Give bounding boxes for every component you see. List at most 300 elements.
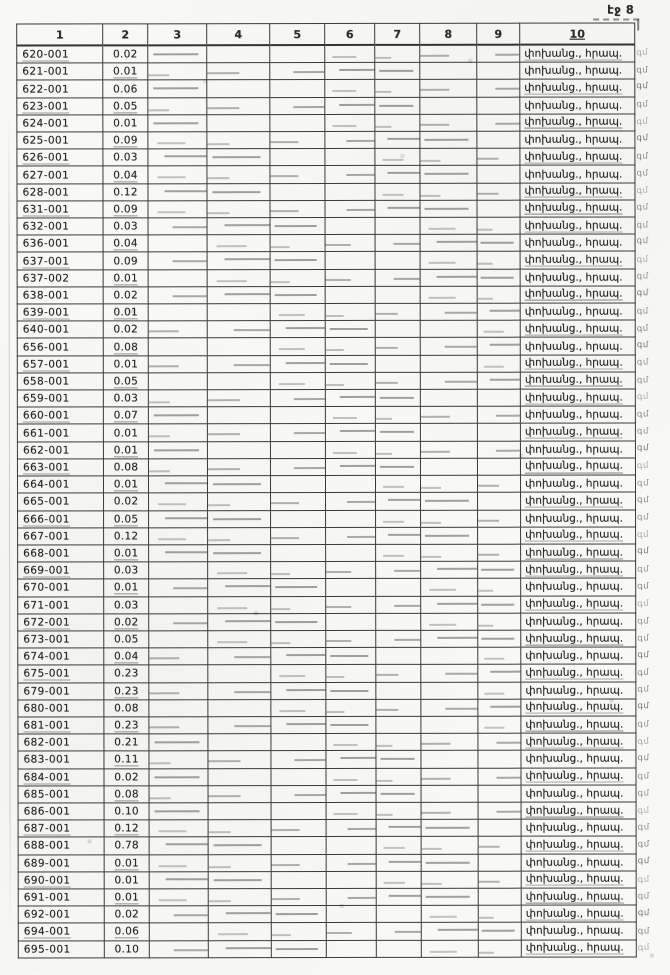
value-cell-text: 0.11 bbox=[114, 753, 139, 766]
code-cell bbox=[17, 201, 103, 218]
value-cell bbox=[103, 407, 148, 424]
empty-cell bbox=[477, 320, 520, 337]
empty-cell bbox=[420, 407, 477, 424]
code-cell-text: 622-001 bbox=[22, 82, 69, 96]
empty-cell bbox=[208, 785, 271, 802]
margin-mark: գմ bbox=[636, 392, 650, 403]
margin-mark: գմ bbox=[637, 908, 650, 919]
table-row bbox=[17, 200, 635, 218]
empty-cell bbox=[149, 889, 208, 906]
transfer-cell-text: փոխանց., հրապ. bbox=[525, 580, 624, 594]
empty-cell bbox=[149, 717, 208, 734]
empty-cell bbox=[477, 114, 520, 131]
empty-cell bbox=[270, 304, 325, 321]
empty-cell bbox=[420, 252, 477, 269]
value-cell bbox=[104, 786, 149, 803]
empty-cell bbox=[477, 131, 520, 148]
code-cell bbox=[18, 923, 104, 940]
code-cell-text: 632-001 bbox=[22, 220, 70, 233]
transfer-cell bbox=[521, 905, 636, 922]
value-cell-text: 0.01 bbox=[113, 117, 138, 130]
value-cell-text: 0.01 bbox=[114, 856, 139, 870]
value-cell bbox=[103, 97, 148, 114]
empty-cell bbox=[148, 149, 207, 166]
code-cell bbox=[18, 596, 104, 613]
margin-mark: գմ bbox=[637, 770, 650, 782]
code-cell-text: 667-001 bbox=[23, 530, 70, 543]
data-table bbox=[16, 22, 637, 958]
value-cell bbox=[103, 390, 148, 407]
empty-cell bbox=[271, 665, 326, 682]
code-cell bbox=[17, 115, 103, 132]
empty-cell bbox=[421, 510, 478, 527]
empty-cell bbox=[149, 682, 208, 699]
empty-cell bbox=[477, 269, 520, 286]
transfer-cell bbox=[521, 527, 636, 544]
code-cell-text: 687-001 bbox=[23, 822, 71, 835]
transfer-cell-text: փոխանց., հրապ. bbox=[525, 494, 623, 507]
empty-cell bbox=[376, 647, 421, 664]
transfer-cell bbox=[520, 320, 635, 337]
code-cell bbox=[18, 940, 104, 958]
transfer-cell-text: փոխանց., հրապ. bbox=[525, 632, 624, 645]
code-cell bbox=[17, 149, 103, 166]
code-cell bbox=[17, 338, 103, 355]
code-cell-text: 664-001 bbox=[22, 478, 70, 491]
empty-cell bbox=[478, 544, 521, 561]
empty-cell bbox=[375, 252, 420, 269]
transfer-cell bbox=[520, 183, 635, 200]
empty-cell bbox=[325, 372, 375, 389]
code-cell bbox=[17, 184, 103, 201]
empty-cell bbox=[477, 355, 520, 372]
transfer-cell-text: փոխանց., հրապ. bbox=[525, 804, 624, 817]
empty-cell bbox=[478, 630, 521, 647]
margin-mark: գմ bbox=[637, 581, 650, 592]
transfer-cell-text: փոխանց., հրապ. bbox=[524, 373, 623, 387]
value-cell-text: 0.01 bbox=[114, 891, 140, 904]
value-cell-text: 0.01 bbox=[112, 65, 138, 78]
empty-cell bbox=[421, 544, 478, 561]
empty-cell bbox=[478, 561, 521, 578]
empty-cell bbox=[477, 217, 520, 234]
empty-cell bbox=[271, 871, 326, 888]
empty-cell bbox=[326, 802, 376, 819]
empty-cell bbox=[376, 527, 421, 544]
margin-mark: գմ bbox=[637, 943, 651, 954]
empty-cell bbox=[149, 803, 208, 820]
empty-cell bbox=[271, 923, 326, 940]
code-cell-text: 689-001 bbox=[23, 857, 71, 870]
column-header-1: 1 bbox=[17, 24, 103, 46]
empty-cell bbox=[149, 665, 208, 682]
margin-marks bbox=[636, 44, 668, 957]
code-cell-text: 695-001 bbox=[23, 943, 71, 956]
value-cell bbox=[103, 424, 148, 441]
value-cell bbox=[104, 528, 149, 545]
margin-mark: գմ bbox=[636, 202, 649, 213]
empty-cell bbox=[326, 854, 376, 871]
value-cell bbox=[104, 648, 149, 665]
transfer-cell-text: փոխանց., հրապ. bbox=[525, 735, 624, 748]
value-cell-text: 0.04 bbox=[113, 650, 139, 663]
empty-cell bbox=[325, 217, 375, 234]
transfer-cell bbox=[520, 62, 635, 79]
empty-cell bbox=[208, 596, 271, 613]
scan-speckles bbox=[0, 1, 1, 3]
transfer-cell bbox=[521, 630, 636, 647]
transfer-cell-text: փոխանց., հրապ. bbox=[524, 115, 623, 129]
empty-cell bbox=[326, 785, 376, 802]
empty-cell bbox=[376, 888, 421, 905]
transfer-cell-text: փոխանց., հրապ. bbox=[525, 649, 624, 662]
empty-cell bbox=[375, 114, 420, 131]
empty-cell bbox=[375, 235, 420, 252]
empty-cell bbox=[149, 648, 208, 665]
table-row bbox=[17, 303, 635, 321]
table-row bbox=[18, 905, 636, 923]
transfer-cell bbox=[520, 200, 635, 217]
table-row bbox=[18, 492, 636, 510]
transfer-cell bbox=[521, 647, 636, 664]
code-cell-text: 631-001 bbox=[22, 203, 70, 216]
transfer-cell bbox=[521, 888, 636, 905]
empty-cell bbox=[270, 235, 325, 252]
value-cell bbox=[104, 837, 149, 854]
value-cell-text: 0.01 bbox=[113, 444, 139, 457]
empty-cell bbox=[325, 338, 375, 355]
margin-mark: գմ bbox=[637, 874, 650, 886]
transfer-cell-text: փոխանց., հրապ. bbox=[524, 150, 623, 163]
empty-cell bbox=[376, 751, 421, 768]
transfer-cell bbox=[520, 423, 635, 440]
transfer-cell bbox=[520, 303, 635, 320]
transfer-cell bbox=[521, 768, 636, 785]
code-cell-text: 639-001 bbox=[22, 306, 70, 319]
margin-mark: գմ bbox=[636, 151, 649, 162]
code-cell-text: 668-001 bbox=[23, 547, 70, 560]
margin-mark: գմ bbox=[636, 65, 649, 76]
empty-cell bbox=[326, 544, 376, 561]
transfer-cell-text: փոխանց., հրապ. bbox=[525, 787, 624, 800]
table-row bbox=[17, 406, 635, 424]
empty-cell bbox=[149, 837, 208, 854]
margin-mark: գմ bbox=[637, 667, 650, 679]
empty-cell bbox=[149, 940, 208, 958]
transfer-cell bbox=[520, 44, 635, 62]
code-cell-text: 658-001 bbox=[22, 375, 70, 388]
value-cell-text: 0.10 bbox=[114, 805, 139, 818]
empty-cell bbox=[207, 45, 270, 63]
value-cell-text: 0.03 bbox=[113, 220, 138, 233]
transfer-cell-text: փոխանց., հրապ. bbox=[525, 890, 624, 903]
column-header-8: 8 bbox=[420, 23, 477, 45]
code-cell bbox=[18, 700, 104, 717]
empty-cell bbox=[421, 716, 478, 733]
empty-cell bbox=[148, 97, 207, 114]
value-cell-text: 0.02 bbox=[113, 323, 139, 336]
empty-cell bbox=[375, 355, 420, 372]
margin-mark: գմ bbox=[636, 443, 650, 454]
code-cell-text: 675-001 bbox=[23, 667, 71, 680]
empty-cell bbox=[375, 63, 420, 80]
empty-cell bbox=[326, 665, 376, 682]
empty-cell bbox=[421, 665, 478, 682]
empty-cell bbox=[420, 183, 477, 200]
empty-cell bbox=[478, 854, 521, 871]
empty-cell bbox=[149, 734, 208, 751]
empty-cell bbox=[421, 923, 478, 940]
table-row bbox=[18, 922, 636, 940]
empty-cell bbox=[270, 45, 325, 63]
transfer-cell bbox=[520, 475, 635, 492]
empty-cell bbox=[421, 596, 478, 613]
empty-cell bbox=[148, 218, 207, 235]
margin-mark: գմ bbox=[637, 925, 650, 936]
empty-cell bbox=[148, 166, 207, 183]
empty-cell bbox=[271, 613, 326, 630]
code-cell bbox=[18, 493, 104, 510]
transfer-cell-text: փոխանց., հրապ. bbox=[524, 99, 623, 112]
empty-cell bbox=[325, 355, 375, 372]
empty-cell bbox=[325, 80, 375, 97]
empty-cell bbox=[148, 287, 207, 304]
empty-cell bbox=[421, 682, 478, 699]
transfer-cell-text: փոխանց., հրապ. bbox=[524, 340, 623, 353]
empty-cell bbox=[376, 510, 421, 527]
empty-cell bbox=[477, 389, 520, 406]
empty-cell bbox=[148, 45, 207, 63]
table-row bbox=[17, 372, 635, 390]
empty-cell bbox=[477, 458, 520, 475]
empty-cell bbox=[375, 183, 420, 200]
table-row bbox=[17, 423, 635, 441]
margin-mark: գմ bbox=[637, 856, 650, 867]
empty-cell bbox=[270, 80, 325, 97]
transfer-cell-text: փոխանց., հրապ. bbox=[524, 391, 623, 404]
empty-cell bbox=[376, 630, 421, 647]
empty-cell bbox=[325, 235, 375, 252]
empty-cell bbox=[326, 871, 376, 888]
empty-cell bbox=[207, 218, 270, 235]
margin-mark: գմ bbox=[637, 684, 650, 695]
empty-cell bbox=[420, 148, 477, 165]
empty-cell bbox=[375, 149, 420, 166]
transfer-cell bbox=[521, 544, 636, 561]
transfer-cell-text: փոխանց., հրապ. bbox=[525, 752, 624, 766]
empty-cell bbox=[478, 733, 521, 750]
empty-cell bbox=[207, 269, 270, 286]
code-cell bbox=[18, 631, 104, 648]
table-row bbox=[18, 733, 636, 751]
empty-cell bbox=[271, 837, 326, 854]
code-cell bbox=[18, 889, 104, 906]
empty-cell bbox=[271, 906, 326, 923]
column-header-3: 3 bbox=[148, 24, 207, 46]
value-cell-text: 0.08 bbox=[113, 340, 139, 353]
empty-cell bbox=[478, 682, 521, 699]
empty-cell bbox=[207, 63, 270, 80]
value-cell bbox=[103, 149, 148, 166]
transfer-cell-text: փոխանց., հրապ. bbox=[525, 545, 623, 559]
empty-cell bbox=[148, 115, 207, 132]
empty-cell bbox=[326, 613, 376, 630]
margin-mark: գմ bbox=[637, 788, 650, 799]
value-cell bbox=[104, 682, 149, 699]
code-cell-text: 657-001 bbox=[22, 358, 70, 371]
transfer-cell bbox=[521, 802, 636, 819]
empty-cell bbox=[325, 424, 375, 441]
empty-cell bbox=[420, 217, 477, 234]
table-row bbox=[17, 148, 635, 166]
code-cell bbox=[17, 235, 103, 252]
table-row bbox=[17, 131, 635, 149]
code-cell bbox=[18, 665, 104, 682]
empty-cell bbox=[208, 613, 271, 630]
table-row bbox=[18, 802, 636, 820]
empty-cell bbox=[207, 166, 270, 183]
empty-cell bbox=[420, 321, 477, 338]
empty-cell bbox=[207, 355, 270, 372]
value-cell bbox=[104, 889, 149, 906]
transfer-cell-text: փոխանց., հրապ. bbox=[524, 236, 623, 250]
value-cell bbox=[103, 115, 148, 132]
value-cell bbox=[104, 579, 149, 596]
empty-cell bbox=[376, 699, 421, 716]
empty-cell bbox=[477, 80, 520, 97]
code-cell bbox=[17, 390, 103, 407]
empty-cell bbox=[376, 820, 421, 837]
empty-cell bbox=[271, 734, 326, 751]
empty-cell bbox=[270, 218, 325, 235]
value-cell bbox=[103, 442, 148, 459]
empty-cell bbox=[326, 923, 376, 940]
table-row bbox=[18, 716, 636, 734]
code-cell-text: 692-001 bbox=[23, 908, 71, 921]
value-cell bbox=[104, 545, 149, 562]
value-cell-text: 0.78 bbox=[114, 839, 139, 852]
transfer-cell bbox=[521, 613, 636, 630]
transfer-cell bbox=[521, 682, 636, 699]
value-cell-text: 0.03 bbox=[113, 598, 139, 611]
transfer-cell bbox=[520, 458, 635, 475]
code-cell-text: 666-001 bbox=[23, 513, 70, 526]
value-cell bbox=[104, 717, 149, 734]
transfer-cell-text: փոխանց., հրապ. bbox=[524, 408, 623, 422]
margin-mark: գմ bbox=[636, 598, 650, 610]
code-cell-text: 665-001 bbox=[23, 495, 70, 508]
empty-cell bbox=[207, 459, 270, 476]
empty-cell bbox=[148, 476, 207, 493]
empty-cell bbox=[478, 871, 521, 888]
empty-cell bbox=[421, 527, 478, 544]
value-cell-text: 0.12 bbox=[114, 822, 139, 835]
margin-mark: գմ bbox=[636, 478, 649, 489]
margin-mark: գմ bbox=[637, 616, 650, 627]
empty-cell bbox=[477, 303, 520, 320]
transfer-cell bbox=[521, 871, 636, 888]
empty-cell bbox=[325, 200, 375, 217]
empty-cell bbox=[208, 510, 271, 527]
value-cell-text: 0.02 bbox=[113, 289, 138, 302]
transfer-cell bbox=[521, 509, 636, 526]
code-cell bbox=[18, 579, 104, 596]
empty-cell bbox=[478, 768, 521, 785]
empty-cell bbox=[376, 733, 421, 750]
table-row bbox=[17, 251, 635, 269]
code-cell bbox=[17, 218, 103, 235]
transfer-cell bbox=[520, 389, 635, 406]
table-row bbox=[18, 836, 636, 854]
code-cell-text: 621-001 bbox=[22, 65, 69, 78]
value-cell-text: 0.01 bbox=[113, 478, 139, 491]
value-cell-text: 0.09 bbox=[113, 254, 138, 267]
empty-cell bbox=[478, 527, 521, 544]
empty-cell bbox=[420, 62, 477, 79]
empty-cell bbox=[478, 837, 521, 854]
empty-cell bbox=[420, 475, 477, 492]
empty-cell bbox=[149, 854, 208, 871]
code-cell bbox=[17, 252, 103, 269]
empty-cell bbox=[478, 665, 521, 682]
empty-cell bbox=[478, 923, 521, 940]
empty-cell bbox=[421, 871, 478, 888]
value-cell bbox=[104, 751, 149, 768]
empty-cell bbox=[325, 441, 375, 458]
empty-cell bbox=[375, 217, 420, 234]
empty-cell bbox=[375, 372, 420, 389]
empty-cell bbox=[326, 906, 376, 923]
empty-cell bbox=[421, 837, 478, 854]
empty-cell bbox=[421, 613, 478, 630]
margin-mark: գմ bbox=[636, 426, 649, 437]
empty-cell bbox=[207, 80, 270, 97]
empty-cell bbox=[421, 579, 478, 596]
column-header-2: 2 bbox=[103, 24, 148, 46]
header-row bbox=[17, 23, 635, 46]
empty-cell bbox=[271, 579, 326, 596]
empty-cell bbox=[271, 768, 326, 785]
transfer-cell bbox=[520, 406, 635, 423]
empty-cell bbox=[208, 545, 271, 562]
code-cell bbox=[18, 837, 104, 854]
empty-cell bbox=[149, 906, 208, 923]
transfer-cell bbox=[521, 733, 636, 750]
code-cell-text: 662-001 bbox=[22, 444, 70, 457]
margin-mark: գմ bbox=[637, 649, 650, 661]
value-cell-text: 0.06 bbox=[112, 82, 138, 95]
empty-cell bbox=[477, 45, 520, 63]
empty-cell bbox=[421, 733, 478, 750]
empty-cell bbox=[149, 699, 208, 716]
value-cell-text: 0.04 bbox=[113, 237, 138, 250]
empty-cell bbox=[325, 286, 375, 303]
table-row bbox=[18, 544, 636, 562]
transfer-cell-text: փոխանց., հրապ. bbox=[524, 219, 623, 232]
empty-cell bbox=[207, 304, 270, 321]
column-header-6: 6 bbox=[325, 23, 375, 45]
value-cell bbox=[104, 493, 149, 510]
empty-cell bbox=[478, 578, 521, 595]
empty-cell bbox=[421, 819, 478, 836]
value-cell-text: 0.01 bbox=[113, 426, 139, 439]
code-cell-text: 659-001 bbox=[22, 392, 70, 405]
empty-cell bbox=[325, 476, 375, 493]
code-cell-text: 683-001 bbox=[23, 753, 71, 766]
empty-cell bbox=[207, 321, 270, 338]
value-cell-text: 0.12 bbox=[113, 186, 138, 199]
empty-cell bbox=[375, 166, 420, 183]
